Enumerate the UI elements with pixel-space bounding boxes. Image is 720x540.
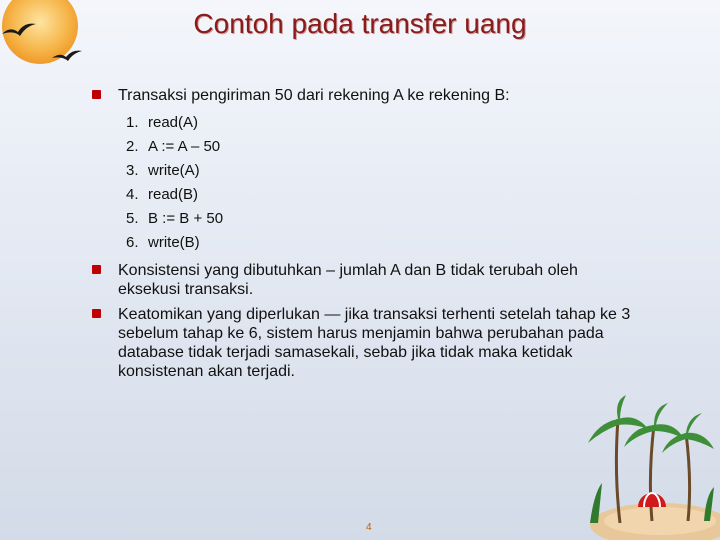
list-item: 2. A := A – 50 <box>126 138 221 155</box>
slide-content <box>92 86 632 381</box>
slide-title: Contoh pada transfer uang <box>193 8 527 39</box>
palm-island-icon <box>580 395 720 540</box>
list-item: 1. read(A) <box>126 114 199 131</box>
page-number: 4 <box>366 522 372 533</box>
bullet-transaction <box>92 86 632 105</box>
bullet-text: Keatomikan yang diperlukan — jika transaksi terhenti setelah tahap ke 3 sebelum tahap ke 6, sistem harus menjamin bahwa perubahan pada database tidak terjadi samasekali, sebab jika tidak maka ketidak konsistenan akan terjadi. <box>118 306 631 380</box>
list-item: 5. B := B + 50 <box>126 210 224 227</box>
list-item: 6. write(B) <box>126 234 200 251</box>
bullet-atomicity <box>92 305 632 381</box>
bullet-square-icon <box>92 90 101 99</box>
bullet-consistency <box>92 261 632 299</box>
bullet-square-icon <box>92 309 101 318</box>
list-item: 4. read(B) <box>126 186 199 203</box>
bullet-text: Konsistensi yang dibutuhkan – jumlah A dan B tidak terubah oleh eksekusi transaksi. <box>118 262 578 298</box>
bullet-text: Transaksi pengiriman 50 dari rekening A ke rekening B: <box>118 87 510 104</box>
bullet-square-icon <box>92 265 101 274</box>
transaction-steps <box>126 111 632 255</box>
list-item: 3. write(A) <box>126 162 200 179</box>
